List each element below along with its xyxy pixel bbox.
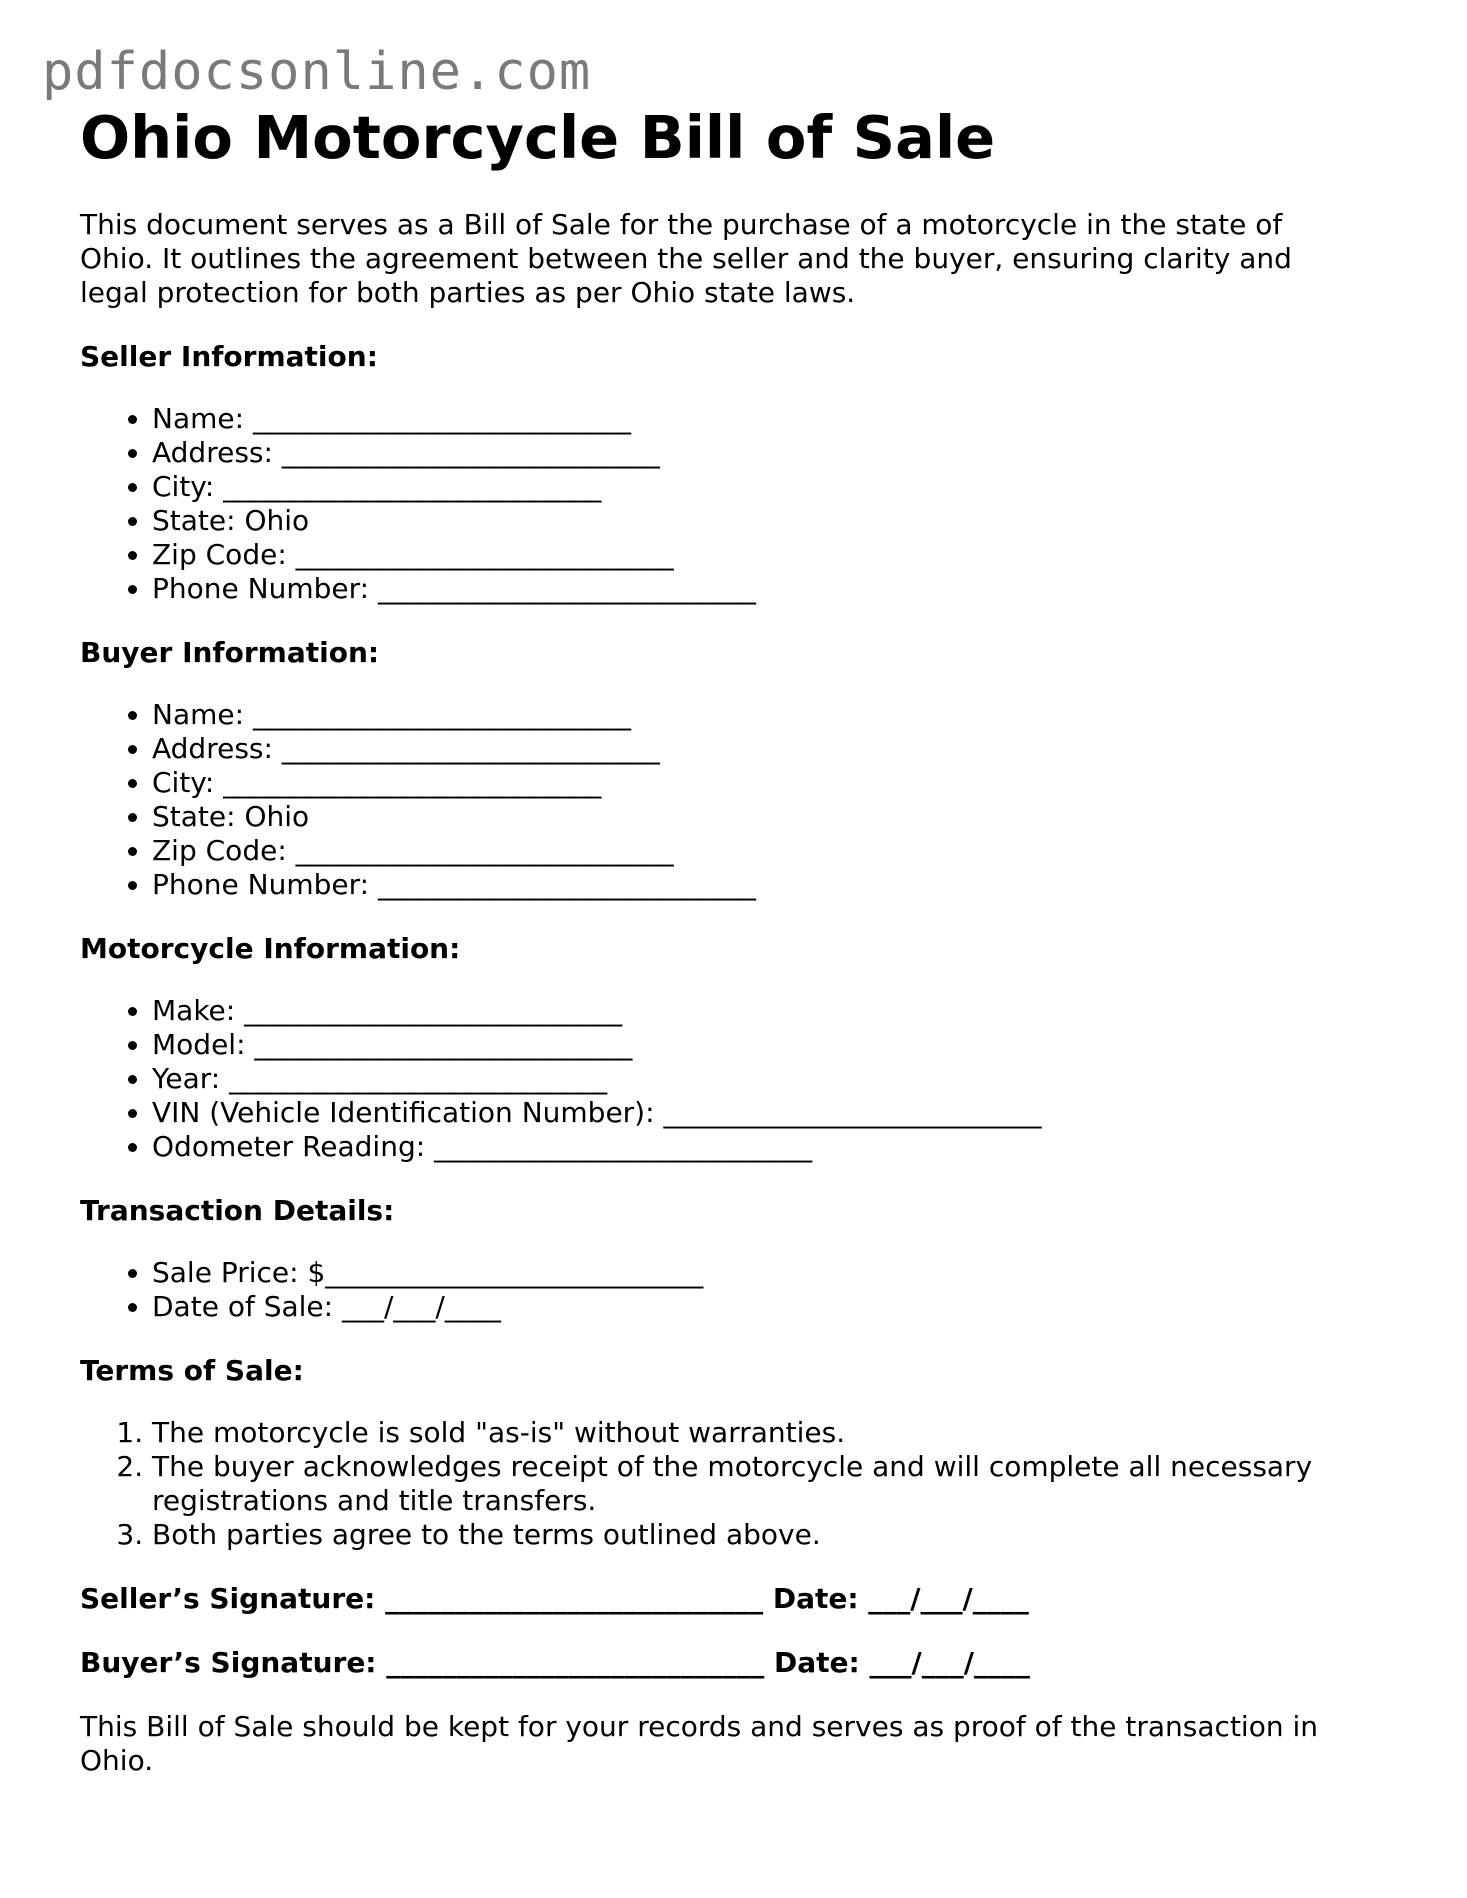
seller-zip-label: Zip Code:: [152, 538, 296, 571]
seller-heading: Seller Information:: [80, 340, 378, 373]
seller-address-blank: ___________________________: [281, 436, 660, 469]
document-title: Ohio Motorcycle Bill of Sale: [80, 103, 996, 172]
seller-address-item: [152, 436, 1400, 470]
sale-date-blank: ___/___/____: [341, 1290, 501, 1323]
buyer-zip-blank: ___________________________: [295, 834, 674, 867]
motorcycle-vin-item: [152, 1096, 1400, 1130]
seller-address-label: Address:: [152, 436, 282, 469]
seller-zip-item: [152, 538, 1400, 572]
seller-city-item: [152, 470, 1400, 504]
intro-paragraph: This document serves as a Bill of Sale for the purchase of a motorcycle in the state of Ohio. It outlines the agreement between the seller and the buyer, ensuring clarity and legal protection for both parties as per Ohio state laws.: [80, 208, 1292, 309]
motorcycle-odometer-blank: ___________________________: [434, 1130, 813, 1163]
sale-price-blank: ___________________________: [325, 1256, 704, 1289]
buyer-signature-blank: ___________________________: [386, 1646, 765, 1679]
buyer-address-blank: ___________________________: [281, 732, 660, 765]
transaction-heading: Transaction Details:: [80, 1194, 395, 1227]
motorcycle-model-item: [152, 1028, 1400, 1062]
seller-state-text: State: Ohio: [152, 504, 310, 537]
motorcycle-model-blank: ___________________________: [254, 1028, 633, 1061]
buyer-address-item: [152, 732, 1400, 766]
seller-city-blank: ___________________________: [223, 470, 602, 503]
document-page: [80, 100, 1400, 1778]
buyer-phone-blank: ___________________________: [377, 868, 756, 901]
terms-heading: Terms of Sale:: [80, 1354, 304, 1387]
seller-signature-date-blank: ___/___/____: [868, 1582, 1029, 1615]
seller-name-label: Name:: [152, 402, 253, 435]
sale-price-label: Sale Price: $: [152, 1256, 326, 1289]
terms-item: 1. The motorcycle is sold "as-is" without warranties.: [152, 1416, 1400, 1450]
motorcycle-make-item: [152, 994, 1400, 1028]
buyer-city-item: [152, 766, 1400, 800]
buyer-name-blank: ___________________________: [252, 698, 631, 731]
buyer-name-label: Name:: [152, 698, 253, 731]
seller-name-blank: ___________________________: [252, 402, 631, 435]
terms-list: [80, 1416, 1400, 1552]
seller-state-item: [152, 504, 1400, 538]
motorcycle-model-label: Model:: [152, 1028, 255, 1061]
buyer-signature-line: [80, 1646, 1400, 1680]
sale-price-item: [152, 1256, 1400, 1290]
buyer-state-text: State: Ohio: [152, 800, 310, 833]
motorcycle-year-item: [152, 1062, 1400, 1096]
terms-item: 2. The buyer acknowledges receipt of the motorcycle and will complete all necessary registrations and title transfers.: [152, 1450, 1400, 1518]
buyer-city-blank: ___________________________: [223, 766, 602, 799]
buyer-signature-date-label: Date:: [764, 1646, 870, 1679]
seller-signature-date-label: Date:: [763, 1582, 869, 1615]
buyer-state-item: [152, 800, 1400, 834]
buyer-phone-label: Phone Number:: [152, 868, 378, 901]
seller-info-list: [80, 402, 1400, 606]
motorcycle-info-list: [80, 994, 1400, 1164]
closing-paragraph: This Bill of Sale should be kept for your records and serves as proof of the transaction in Ohio.: [80, 1710, 1319, 1777]
buyer-address-label: Address:: [152, 732, 282, 765]
buyer-signature-label: Buyer’s Signature:: [80, 1646, 387, 1679]
buyer-name-item: [152, 698, 1400, 732]
motorcycle-vin-blank: ___________________________: [663, 1096, 1042, 1129]
seller-phone-label: Phone Number:: [152, 572, 378, 605]
motorcycle-year-label: Year:: [152, 1062, 230, 1095]
sale-date-label: Date of Sale:: [152, 1290, 342, 1323]
motorcycle-odometer-label: Odometer Reading:: [152, 1130, 435, 1163]
seller-phone-item: [152, 572, 1400, 606]
transaction-details-list: [80, 1256, 1400, 1324]
motorcycle-year-blank: ___________________________: [229, 1062, 608, 1095]
seller-signature-line: [80, 1582, 1400, 1616]
buyer-heading: Buyer Information:: [80, 636, 380, 669]
buyer-info-list: [80, 698, 1400, 902]
buyer-zip-label: Zip Code:: [152, 834, 296, 867]
motorcycle-heading: Motorcycle Information:: [80, 932, 461, 965]
motorcycle-odometer-item: [152, 1130, 1400, 1164]
seller-phone-blank: ___________________________: [377, 572, 756, 605]
buyer-zip-item: [152, 834, 1400, 868]
motorcycle-make-blank: ___________________________: [244, 994, 623, 1027]
watermark-text: pdfdocsonline.com: [42, 42, 592, 102]
seller-signature-blank: ___________________________: [385, 1582, 764, 1615]
seller-name-item: [152, 402, 1400, 436]
buyer-signature-date-blank: ___/___/____: [869, 1646, 1030, 1679]
motorcycle-vin-label: VIN (Vehicle Identification Number):: [152, 1096, 664, 1129]
motorcycle-make-label: Make:: [152, 994, 245, 1027]
seller-zip-blank: ___________________________: [295, 538, 674, 571]
seller-city-label: City:: [152, 470, 224, 503]
sale-date-item: [152, 1290, 1400, 1324]
buyer-phone-item: [152, 868, 1400, 902]
buyer-city-label: City:: [152, 766, 224, 799]
seller-signature-label: Seller’s Signature:: [80, 1582, 386, 1615]
terms-item: 3. Both parties agree to the terms outlined above.: [152, 1518, 1400, 1552]
